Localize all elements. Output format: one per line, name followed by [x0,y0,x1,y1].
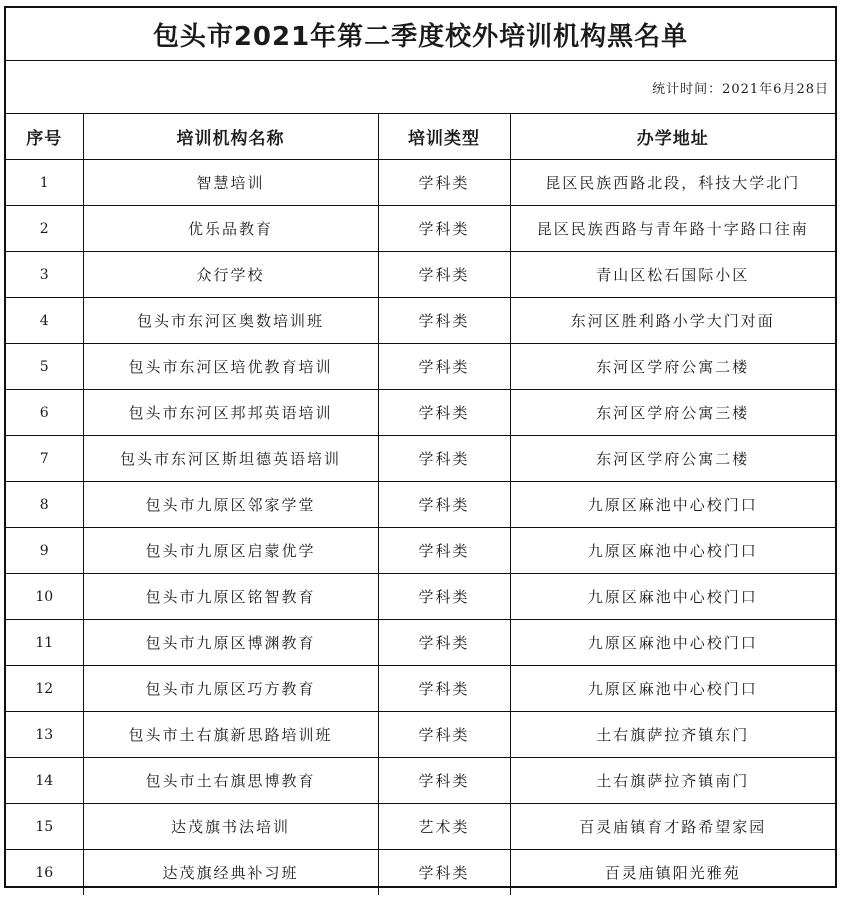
cell-address: 东河区胜利路小学大门对面 [510,298,835,344]
cell-name: 包头市九原区博渊教育 [83,620,378,666]
cell-type: 学科类 [378,390,510,436]
cell-type: 学科类 [378,666,510,712]
cell-type: 艺术类 [378,804,510,850]
table-row [6,482,835,528]
cell-address: 百灵庙镇育才路希望家园 [510,804,835,850]
cell-index: 6 [6,390,83,436]
cell-index: 5 [6,344,83,390]
cell-address: 百灵庙镇阳光雅苑 [510,850,835,896]
cell-type: 学科类 [378,850,510,896]
cell-index: 15 [6,804,83,850]
cell-type: 学科类 [378,712,510,758]
cell-index: 7 [6,436,83,482]
cell-name: 包头市东河区培优教育培训 [83,344,378,390]
cell-name: 包头市九原区启蒙优学 [83,528,378,574]
table-row [6,574,835,620]
table-row [6,390,835,436]
cell-address: 九原区麻池中心校门口 [510,620,835,666]
table-row [6,528,835,574]
cell-address: 九原区麻池中心校门口 [510,574,835,620]
cell-name: 包头市九原区邻家学堂 [83,482,378,528]
table-row [6,758,835,804]
cell-index: 16 [6,850,83,896]
cell-name: 包头市东河区邦邦英语培训 [83,390,378,436]
cell-type: 学科类 [378,574,510,620]
cell-name: 包头市九原区巧方教育 [83,666,378,712]
table-row [6,712,835,758]
table-row [6,620,835,666]
cell-address: 东河区学府公寓二楼 [510,344,835,390]
table-row [6,206,835,252]
cell-address: 东河区学府公寓三楼 [510,390,835,436]
header-index: 序号 [6,114,83,160]
table-row [6,252,835,298]
cell-address: 土右旗萨拉齐镇南门 [510,758,835,804]
table-row [6,160,835,206]
cell-address: 九原区麻池中心校门口 [510,528,835,574]
document-title: 包头市2021年第二季度校外培训机构黑名单 [6,8,835,61]
table-row [6,298,835,344]
blacklist-table [6,114,835,895]
cell-address: 九原区麻池中心校门口 [510,666,835,712]
cell-address: 土右旗萨拉齐镇东门 [510,712,835,758]
cell-index: 3 [6,252,83,298]
header-type: 培训类型 [378,114,510,160]
cell-name: 包头市九原区铭智教育 [83,574,378,620]
cell-index: 14 [6,758,83,804]
cell-name: 包头市东河区斯坦德英语培训 [83,436,378,482]
cell-address: 东河区学府公寓二楼 [510,436,835,482]
cell-type: 学科类 [378,160,510,206]
cell-address: 青山区松石国际小区 [510,252,835,298]
table-row [6,666,835,712]
cell-type: 学科类 [378,620,510,666]
cell-index: 8 [6,482,83,528]
cell-type: 学科类 [378,252,510,298]
cell-name: 优乐品教育 [83,206,378,252]
cell-name: 包头市东河区奥数培训班 [83,298,378,344]
cell-index: 12 [6,666,83,712]
table-row [6,850,835,896]
cell-type: 学科类 [378,344,510,390]
cell-type: 学科类 [378,758,510,804]
stat-time-text: 统计时间：2021年6月28日 [652,81,829,97]
cell-type: 学科类 [378,206,510,252]
cell-name: 达茂旗书法培训 [83,804,378,850]
cell-name: 众行学校 [83,252,378,298]
cell-type: 学科类 [378,436,510,482]
stat-time-row [6,61,835,114]
cell-address: 昆区民族西路北段，科技大学北门 [510,160,835,206]
cell-address: 九原区麻池中心校门口 [510,482,835,528]
table-row [6,436,835,482]
cell-address: 昆区民族西路与青年路十字路口往南 [510,206,835,252]
cell-index: 9 [6,528,83,574]
cell-name: 达茂旗经典补习班 [83,850,378,896]
cell-name: 智慧培训 [83,160,378,206]
cell-index: 2 [6,206,83,252]
cell-index: 1 [6,160,83,206]
blacklist-document [4,6,837,888]
cell-name: 包头市土右旗新思路培训班 [83,712,378,758]
cell-index: 13 [6,712,83,758]
table-row [6,344,835,390]
table-header-row [6,114,835,160]
cell-type: 学科类 [378,298,510,344]
cell-index: 11 [6,620,83,666]
cell-type: 学科类 [378,528,510,574]
header-address: 办学地址 [510,114,835,160]
cell-index: 4 [6,298,83,344]
cell-index: 10 [6,574,83,620]
cell-name: 包头市土右旗思博教育 [83,758,378,804]
table-row [6,804,835,850]
header-name: 培训机构名称 [83,114,378,160]
cell-type: 学科类 [378,482,510,528]
